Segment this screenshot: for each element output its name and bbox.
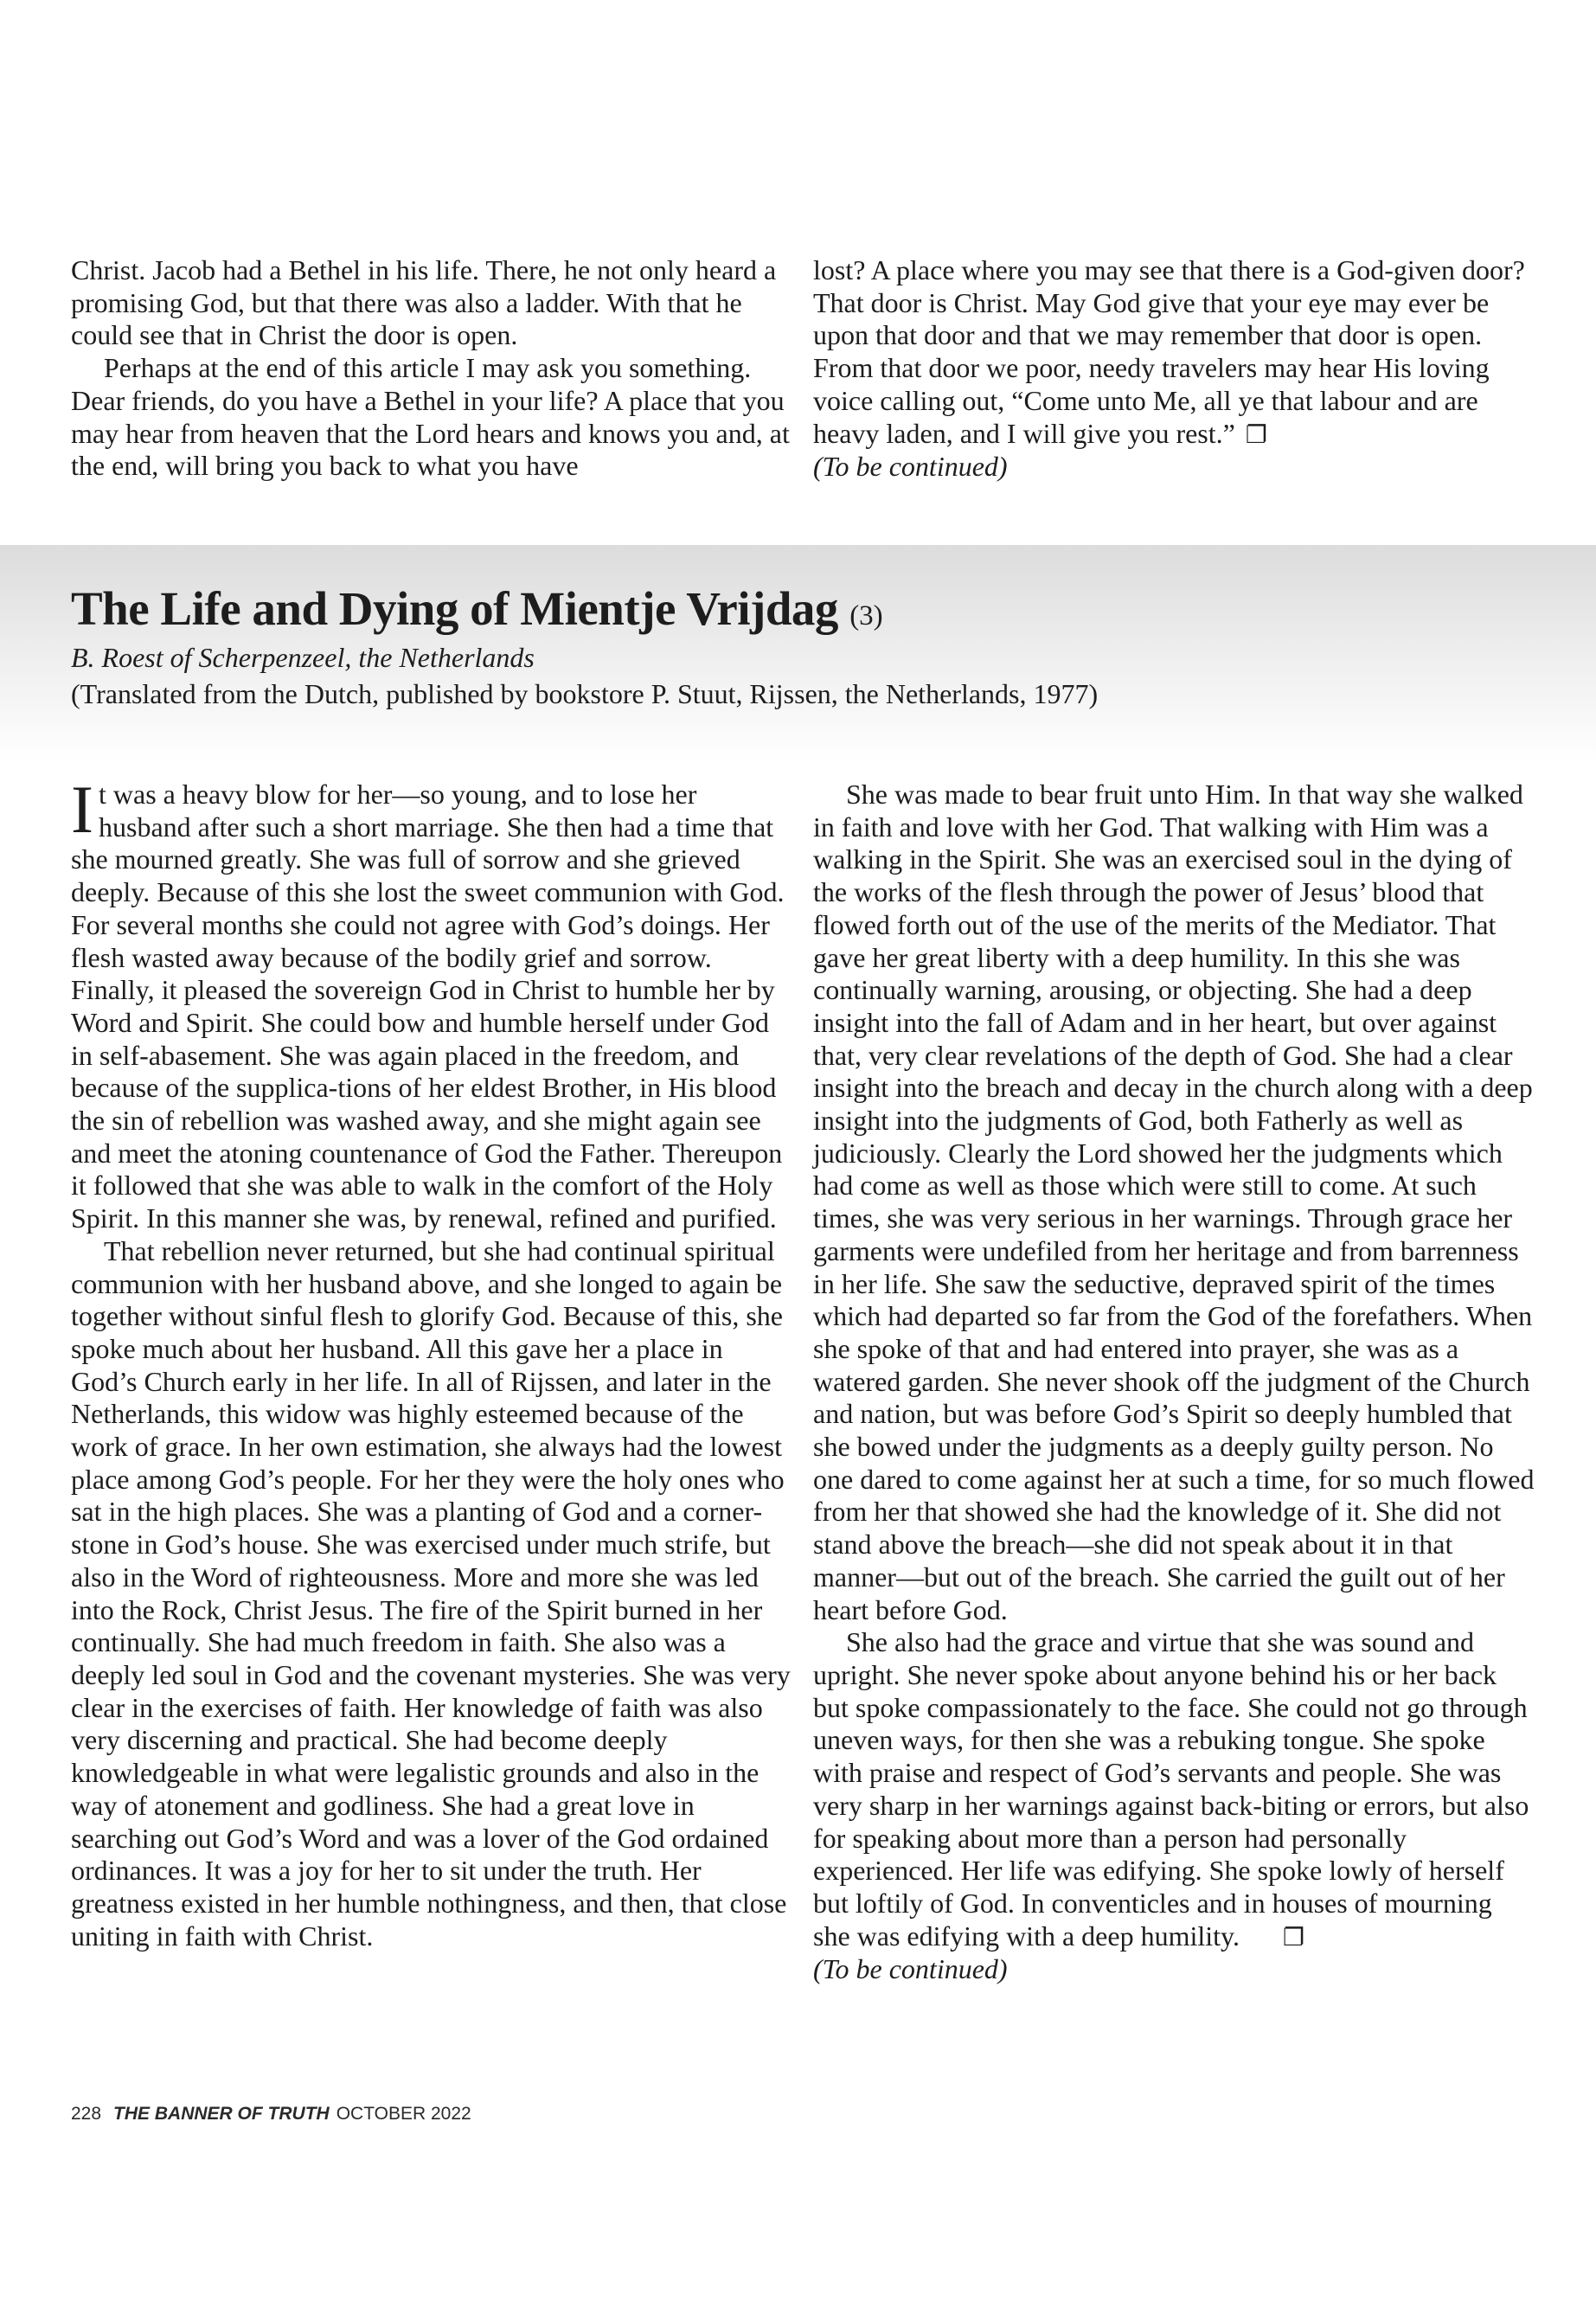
article-left-column [71, 772, 793, 1952]
article-right-column [813, 779, 1535, 1986]
page-footer [71, 2104, 471, 2125]
paragraph-text: t was a heavy blow for her—so young, and to lose her husband after such a short marriage. She then had a time that she mourned greatly. She was full of sorrow and she grieved deeply. Because of this she lost the sweet communion with God. For several months she could not agree with God’s doings. Her flesh wasted away because of the bodily grief and sorrow. Finally, it pleased the sovereign God in Christ to humble her by Word and Spirit. She could bow and humble herself under God in self-abasement. She was again placed in the freedom, and because of the supplica-tions of her eldest Brother, in His blood the sin of rebellion was washed away, and she might again see and meet the atoning countenance of God the Father. Thereupon it followed that she was able to walk in the comfort of the Holy Spirit. In this manner she was, by renewal, refined and purified. [71, 779, 785, 1234]
paragraph: Perhaps at the end of this article I may ask you something. Dear friends, do you have a Bethel in your life? A place that you may hear from heaven that the Lord hears and knows you and, at the end, will bring you back to what you have [71, 352, 790, 482]
prev-article-right-column [813, 254, 1535, 484]
drop-cap: I [71, 772, 93, 847]
paragraph: That rebellion never returned, but she had continual spiritual communion with her husband above, and she longed to again be together without sinful flesh to glorify God. Because of this, she spoke much about her husband. All this gave her a place in God’s Church early in her life. In all of Rijssen, and later in the Netherlands, this widow was highly esteemed because of the work of grace. In her own estimation, she always had the lowest place among God’s people. For her they were the holy ones who sat in the high places. She was a planting of God and a corner-stone in God’s house. She was exercised under much strife, but also in the Word of righteousness. More and more she was led into the Rock, Christ Jesus. The fire of the Spirit burned in her continually. She had much freedom in faith. She also was a deeply led soul in God and the covenant mysteries. She was very clear in the exercises of faith. Her knowledge of faith was also very discerning and practical. She had become deeply knowledgeable in what were legalistic grounds and also in the way of atonement and godliness. She had a great love in searching out God’s Word and was a lover of the God ordained ordinances. It was a joy for her to sit under the truth. Her greatness existed in her humble nothingness, and then, that close uniting in faith with Christ. [71, 1234, 791, 1952]
article-title [71, 581, 883, 636]
paragraph-text: lost? A place where you may see that there is a God-given door? That door is Christ. May God give that your eye may ever be upon that door and that we may remember that door is open. From that door we poor, needy travelers may hear His loving voice calling out, “Come unto Me, all ye that labour and are heavy laden, and I will give you rest.” [813, 254, 1525, 449]
page-number: 228 [71, 2104, 102, 2124]
end-mark-icon: ❐ [1282, 1922, 1305, 1952]
paragraph: Christ. Jacob had a Bethel in his life. There, he not only heard a promising God, but that there was also a ladder. With that he could see that in Christ the door is open. [71, 254, 777, 351]
paragraph: She was made to bear fruit unto Him. In that way she walked in faith and love with her God. That walking with Him was a walking in the Spirit. She was an exercised soul in the dying of the works of the flesh through the power of Jesus’ blood that flowed forth out of the use of the merits of the Mediator. That gave her great liberty with a deep humility. In this she was continually warning, arousing, or objecting. She had a deep insight into the fall of Adam and in her heart, but over against that, very clear revelations of the depth of God. She had a clear insight into the breach and decay in the church along with a deep insight into the judgments of God, both Fatherly as well as judiciously. Clearly the Lord showed her the judgments which had come as well as those which were still to come. At such times, she was very serious in her warnings. Through grace her garments were undefiled from her heritage and from barrenness in her life. She saw the seductive, depraved spirit of the times which had departed so far from the God of the forefathers. When she spoke of that and had entered into prayer, she was as a watered garden. She never shook off the judgment of the Church and nation, but was before God’s Spirit so deeply humbled that she bowed under the judgments as a deeply guilty person. No one dared to come against her at such a time, for so much flowed from her that showed she had the knowledge of it. She did not stand above the breach—she did not speak about it in that manner—but out of the breach. She carried the guilt out of her heart before God. [813, 779, 1535, 1625]
to-be-continued: (To be continued) [813, 1953, 1008, 1985]
paragraph [813, 1626, 1535, 1953]
paragraph-text: She also had the grace and virtue that she was sound and upright. She never spoke about anyone behind his or her back but spoke compassionately to the face. She could not go through uneven ways, for then she was a rebuking tongue. She spoke with praise and respect of God’s servants and people. She was very sharp in her warnings against back-biting or errors, but also for speaking about more than a person had personally experienced. Her life was edifying. She spoke lowly of herself but loftily of God. In conventicles and in houses of mourning she was edifying with a deep humility. [813, 1626, 1529, 1952]
end-mark-icon: ❐ [1245, 420, 1267, 449]
issue-date: OCTOBER 2022 [336, 2104, 471, 2124]
to-be-continued: (To be continued) [813, 451, 1008, 483]
translation-note: (Translated from the Dutch, published by bookstore P. Stuut, Rijssen, the Netherlands, 1977) [71, 678, 1099, 709]
article-author: B. Roest of Scherpenzeel, the Netherlands [71, 642, 535, 673]
paragraph [71, 772, 793, 1235]
prev-article-left-column [71, 254, 793, 483]
article-title-text: The Life and Dying of Mientje Vrijdag [71, 582, 838, 635]
publication-name: THE BANNER OF TRUTH [113, 2104, 330, 2124]
paragraph [813, 254, 1535, 451]
article-part: (3) [849, 600, 883, 631]
